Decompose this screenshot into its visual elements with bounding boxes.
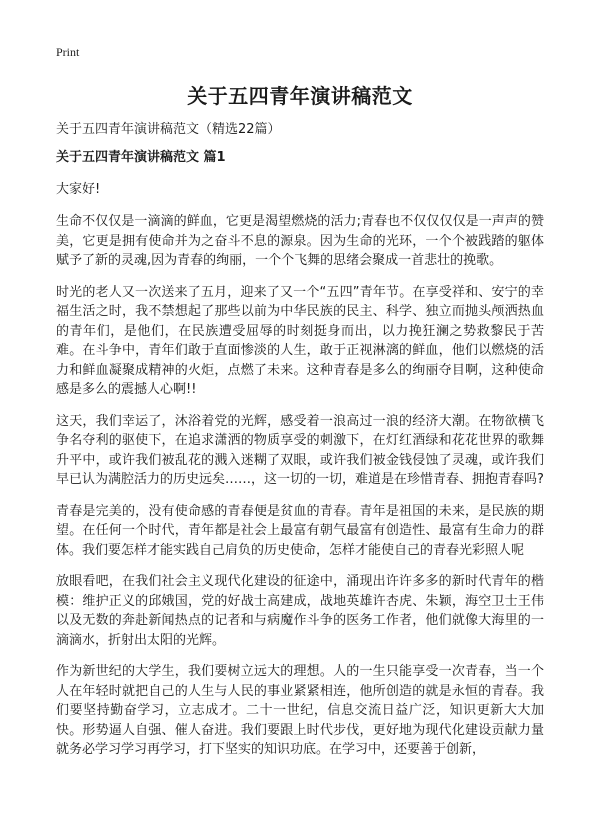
print-link[interactable]: Print [56, 45, 80, 59]
section-heading: 关于五四青年演讲稿范文 篇1 [56, 150, 226, 165]
body-paragraph-6: 作为新世纪的大学生，我们要树立远大的理想。人的一生只能享受一次青春，当一个人在年轻时就把自己的人生与人民的事业紧紧相连，他所创造的就是永恒的青春。我们要坚持勤奋学习，立志成才。二十一世纪，信息交流日益广泛，知识更新大大加快。形势逼人自强、催人奋进。我们要跟上时代步伐，更好地为现代化建设贡献力量就务必学习学习再学习，打下坚实的知识功底。在学习中，还要善于创新， [56, 664, 544, 757]
greeting-line: 大家好! [56, 182, 101, 197]
document-title: 关于五四青年演讲稿范文 [187, 84, 413, 108]
body-paragraph-4: 青春是完美的，没有使命感的青春便是贫血的青春。青年是祖国的未来，是民族的期望。在任何一个时代，青年都是社会上最富有朝气最富有创造性、最富有生命力的群体。我们要怎样才能实践自己肩负的历史使命，怎样才能使自己的青春光彩照人呢 [56, 503, 544, 558]
body-paragraph-5: 放眼看吧，在我们社会主义现代化建设的征途中，涌现出许许多多的新时代青年的楷模：维护正义的邱娥国，党的好战士高建成，战地英雄许杏虎、朱颖，海空卫士王伟以及无数的奔赴新闻热点的记者和与病魔作斗争的医务工作者，他们就像大海里的一滴滴水，折射出太阳的光辉。 [56, 574, 544, 648]
body-paragraph-2: 时光的老人又一次送来了五月，迎来了又一个“五四”青年节。在享受祥和、安宁的幸福生活之时，我不禁想起了那些以前为中华民族的民主、科学、独立而抛头颅洒热血的青年们，是他们，在民族遭受屈辱的时刻挺身而出，以力挽狂澜之势救黎民于苦难。在斗争中，青年们敢于直面惨淡的人生，敢于正视淋漓的鲜血，他们以燃烧的活力和鲜血凝聚成精神的火炬，点燃了未来。这种青春是多么的绚丽夺目啊，这种使命感是多么的震撼人心啊!! [56, 284, 544, 397]
body-paragraph-1: 生命不仅仅是一滴滴的鲜血，它更是渴望燃烧的活力;青春也不仅仅仅仅是一声声的赞美，它更是拥有使命并为之奋斗不息的源泉。因为生命的光环，一个个被践踏的躯体赋予了新的灵魂,因为青春的绚丽，一个个飞舞的思绪会聚成一首悲壮的挽歌。 [56, 214, 544, 268]
body-paragraph-3: 这天，我们幸运了，沐浴着党的光辉，感受着一浪高过一浪的经济大潮。在物欲横飞争名夺利的驱使下，在追求潇洒的物质享受的刺激下，在灯红酒绿和花花世界的歌舞升平中，或许我们被乱花的溅入迷糊了双眼，或许我们被金钱侵蚀了灵魂，或许我们早已认为满腔活力的历史远矣……，这一切的一切，难道是在珍惜青春、拥抱青春吗? [56, 413, 544, 487]
document-subtitle: 关于五四青年演讲稿范文（精选22篇） [56, 122, 281, 137]
